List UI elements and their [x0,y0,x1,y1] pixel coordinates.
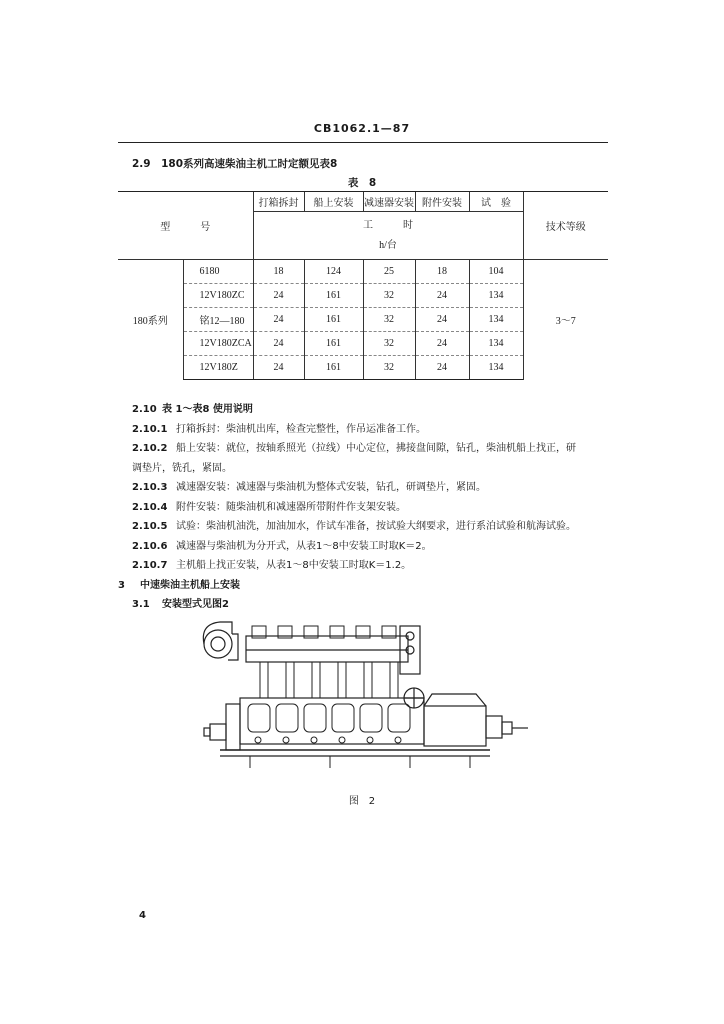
value-cell: 161 [304,284,363,308]
model-cell: 12V180ZC [183,284,253,308]
usage-notes [118,400,608,615]
page-number: 4 [139,910,146,921]
note-item: 2.10.2 船上安装：就位，按轴系照光（拉线）中心定位，拂接盘间隙，钻孔，柴油机船上找正，研 [132,443,576,454]
turbocharger-icon [203,622,238,660]
value-cell: 104 [469,260,523,284]
value-cell: 161 [304,332,363,356]
column-header: 试 验 [469,192,523,212]
section-3-1-heading: 3.1 安装型式见图2 [132,599,229,610]
value-cell: 24 [415,284,469,308]
value-cell: 32 [363,356,415,380]
model-cell: 12V180ZCA [183,332,253,356]
value-cell: 124 [304,260,363,284]
unit-label: h/台 [253,236,523,260]
value-cell: 24 [253,284,304,308]
column-header: 船上安装 [304,192,363,212]
note-item: 2.10.6 减速器与柴油机为分开式，从表1～8中安装工时取K＝2。 [132,540,432,552]
value-cell: 24 [253,308,304,332]
value-cell: 24 [253,356,304,380]
value-cell: 134 [469,332,523,356]
standard-code: CB1062.1—87 [313,122,411,135]
value-cell: 134 [469,284,523,308]
column-header: 打箱拆封 [253,192,304,212]
value-cell: 24 [415,356,469,380]
model-cell: 6180 [183,260,253,284]
labor-hours-table [118,191,608,380]
note-item-continuation: 调垫片，铣孔，紧固。 [132,462,232,474]
section-3-heading: 3 中速柴油主机船上安装 [118,579,240,591]
column-header: 减速器安装 [363,192,415,212]
value-cell: 32 [363,308,415,332]
note-item: 2.10.7 主机船上找正安装，从表1～8中安装工时取K＝1.2。 [132,560,412,571]
value-cell: 24 [253,332,304,356]
value-cell: 24 [415,332,469,356]
value-cell: 25 [363,260,415,284]
note-item: 2.10.4 附件安装：随柴油机和减速器所带附件作支架安装。 [132,501,406,513]
value-cell: 161 [304,356,363,380]
table-title: 表 8 [347,177,377,189]
work-hours-header: 工 时 [253,212,523,236]
column-header: 附件安装 [415,192,469,212]
value-cell: 161 [304,308,363,332]
figure-caption: 图 2 [348,796,376,807]
section-title: 2.9 180系列高速柴油主机工时定额见表8 [132,158,338,170]
value-cell: 18 [253,260,304,284]
model-cell: 铭12—180 [183,308,253,332]
note-item: 2.10.3 减速器安装：减速器与柴油机为整体式安装，钻孔，研调垫片，紧固。 [132,482,486,493]
grade-header: 技术等级 [523,192,608,260]
series-cell: 180系列 [118,260,183,380]
value-cell: 134 [469,308,523,332]
grade-cell: 3～7 [523,260,608,380]
value-cell: 24 [415,308,469,332]
header-rule [118,142,608,143]
value-cell: 134 [469,356,523,380]
value-cell: 32 [363,332,415,356]
note-item: 2.10.5 试验：柴油机油洗，加油加水，作试车准备，按试验大纲要求，进行系泊试验和航海试验。 [132,521,576,532]
model-header: 型 号 [118,192,253,260]
value-cell: 18 [415,260,469,284]
engine-installation-diagram [180,612,540,782]
note-item: 2.10.1 打箱拆封：柴油机出库，检查完整性，作吊运准备工作。 [132,423,426,435]
model-cell: 12V180Z [183,356,253,380]
value-cell: 32 [363,284,415,308]
table-row [118,260,608,284]
notes-heading: 2.10 表 1～表8 使用说明 [132,404,253,415]
